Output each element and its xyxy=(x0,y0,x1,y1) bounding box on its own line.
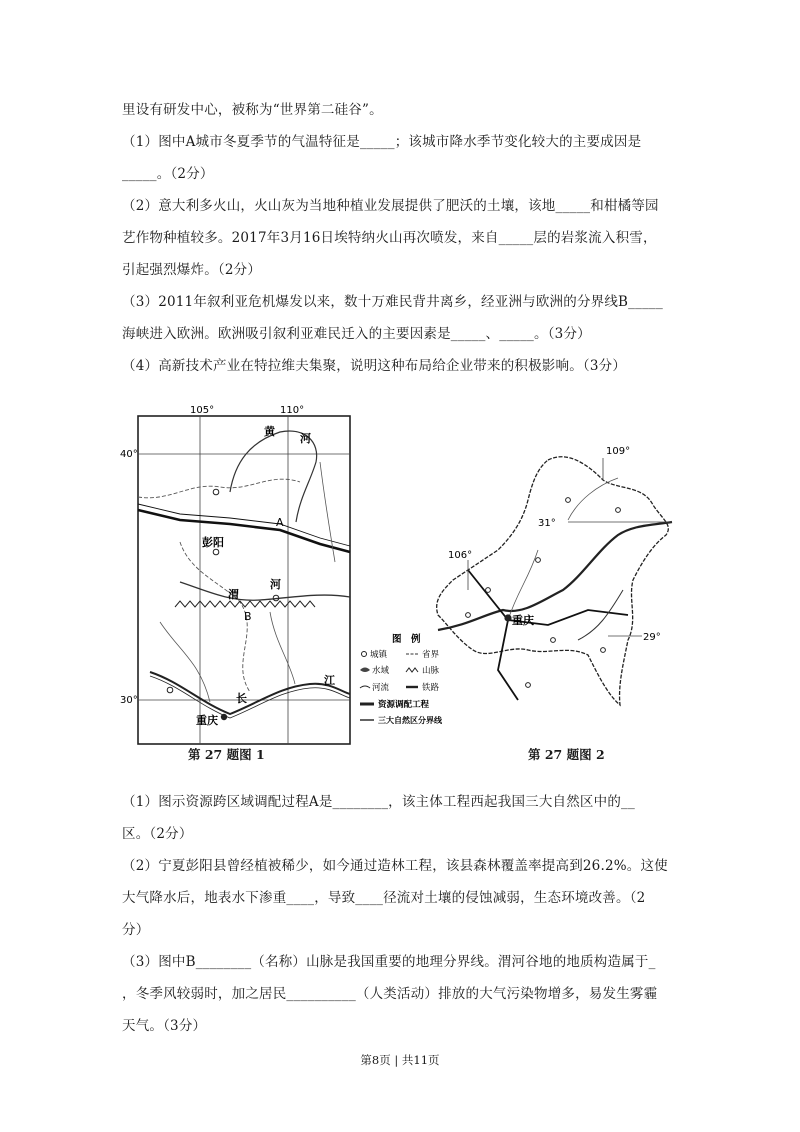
question-3-line: 天气。（3分） xyxy=(122,1018,207,1034)
map-label: 江 xyxy=(324,674,335,687)
map-figure-2 xyxy=(428,440,678,740)
map-label: 黄 xyxy=(264,425,275,438)
legend-item: 河流 xyxy=(372,683,390,693)
question-3-line: 海峡进入欧洲。欧洲吸引叙利亚难民迁入的主要因素是_____、_____。（3分） xyxy=(122,326,591,342)
lon-label: 109° xyxy=(606,446,631,457)
map-label: 河 xyxy=(270,578,281,591)
lat-label: 29° xyxy=(643,632,661,643)
map-label: 重庆 xyxy=(512,614,534,627)
legend-item: 铁路 xyxy=(422,683,440,693)
question-3-line: ，冬季风较弱时，加之居民__________（人类活动）排放的大气污染物增多，易发生雾霾 xyxy=(122,986,658,1002)
question-1-line: （1）图中A城市冬夏季节的气温特征是_____；该城市降水季节变化较大的主要成因是 xyxy=(122,134,642,150)
legend-item: 城镇 xyxy=(370,650,388,660)
text-line: 里设有研发中心，被称为“世界第二硅谷”。 xyxy=(122,102,383,118)
legend-title: 图 例 xyxy=(392,634,421,645)
lon-label: 105° xyxy=(190,405,215,416)
question-4-line: （4）高新技术产业在特拉维夫集聚，说明这种布局给企业带来的积极影响。（3分） xyxy=(122,358,627,374)
lat-label: 40° xyxy=(120,449,138,460)
map-label: 渭 xyxy=(228,588,239,601)
legend-item: 水域 xyxy=(372,666,390,676)
map-label: A xyxy=(276,516,284,529)
legend-item: 山脉 xyxy=(422,666,440,676)
lon-label: 106° xyxy=(448,550,473,561)
legend-item: 三大自然区分界线 xyxy=(378,716,442,725)
page-footer: 第8页 | 共11页 xyxy=(360,1053,440,1067)
legend-item: 资源调配工程 xyxy=(378,700,430,710)
question-2-line: 艺作物种植较多。2017年3月16日埃特纳火山再次喷发，来自_____层的岩浆流入积雪， xyxy=(122,230,657,246)
lon-label: 110° xyxy=(280,405,305,416)
lat-label: 30° xyxy=(120,695,138,706)
map-label: 重庆 xyxy=(196,714,218,727)
question-1-line: 区。（2分） xyxy=(122,826,193,842)
question-2-line: 引起强烈爆炸。（2分） xyxy=(122,262,262,278)
question-1-line: （1）图示资源跨区域调配过程A是________，该主体工程西起我国三大自然区中的__ xyxy=(122,794,635,810)
figure-caption-1: 第 27 题图 1 xyxy=(188,747,265,762)
figure-caption-2: 第 27 题图 2 xyxy=(528,747,605,762)
map-label: 长 xyxy=(236,692,247,705)
map-figure-1 xyxy=(120,402,360,762)
question-1-line: _____。（2分） xyxy=(122,166,214,182)
question-2-line: 分） xyxy=(122,922,150,938)
question-2-line: （2）意大利多火山，火山灰为当地种植业发展提供了肥沃的土壤，该地_____和柑橘等园 xyxy=(122,198,659,214)
question-2-line: （2）宁夏彭阳县曾经植被稀少，如今通过造林工程，该县森林覆盖率提高到26.2%。这使 xyxy=(122,858,668,874)
question-2-line: 大气降水后，地表水下渗重____，导致____径流对土壤的侵蚀减弱，生态环境改善。（2 xyxy=(122,890,646,906)
map-label: 彭阳 xyxy=(202,536,224,549)
map-label: B xyxy=(244,610,252,623)
question-3-line: （3）2011年叙利亚危机爆发以来，数十万难民背井离乡，经亚洲与欧洲的分界线B_____ xyxy=(122,294,663,310)
map-label: 河 xyxy=(300,432,311,445)
legend-item: 省界 xyxy=(422,650,440,660)
question-3-line: （3）图中B________（名称）山脉是我国重要的地理分界线。渭河谷地的地质构造属于_ xyxy=(122,954,656,970)
lat-label: 31° xyxy=(538,518,556,529)
